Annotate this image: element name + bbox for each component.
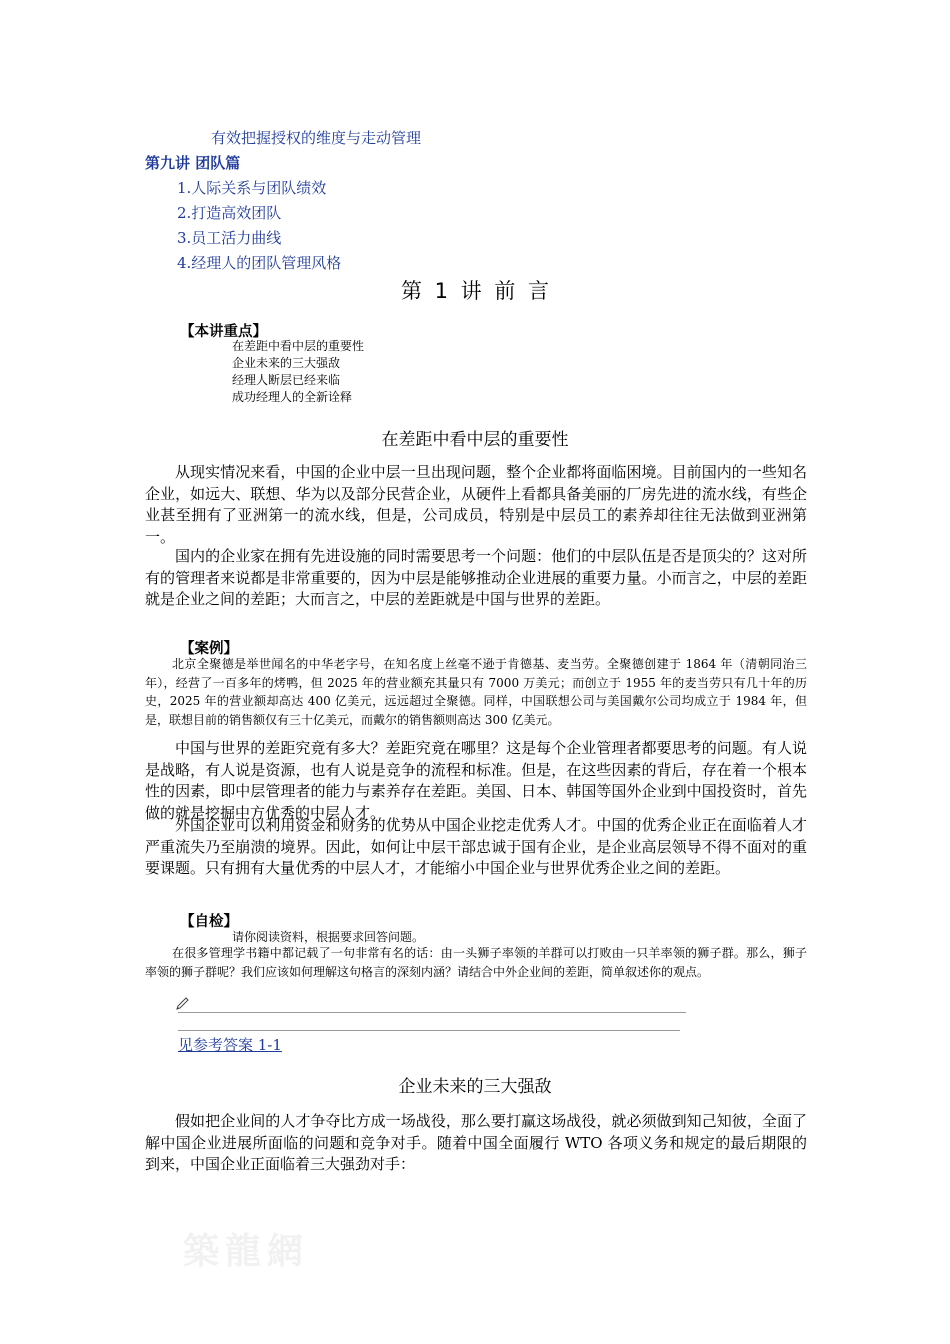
answer-line[interactable]	[178, 1030, 680, 1031]
case-heading: 【案例】	[180, 641, 238, 657]
body-paragraph: 假如把企业间的人才争夺比方成一场战役，那么要打赢这场战役，就必须做到知己知彼，全面了解中国企业进展所面临的问题和竞争对手。随着中国全面履行 WTO 各项义务和规定的最后期限的到来，中国企业正面临着三大强劲对手：	[145, 1112, 807, 1173]
case-text: 北京全聚德是举世闻名的中华老字号，在知名度上丝毫不逊于肯德基、麦当劳。全聚德创建于 1864 年（清朝同治三年），经营了一百多年的烤鸭，但 2025 年的营业额充其量只有 7000 万美元；而创立于 1955 年的麦当劳只有几十年的历史，2025 年的营业额却高达 400 亿美元，远远超过全聚德。同样，中国联想公司与美国戴尔公司均成立于 1984 年，但是，联想目前的销售额仅有三十亿美元，而戴尔的销售额则高达 300 亿美元。	[145, 657, 807, 727]
answer-line[interactable]	[178, 1012, 686, 1013]
self-check-instruction: 请你阅读资料，根据要求回答问题。	[232, 930, 425, 944]
body-paragraph: 从现实情况来看，中国的企业中层一旦出现问题，整个企业都将面临困境。目前国内的一些知名企业，如远大、联想、华为以及部分民营企业，从硬件上看都具备美丽的厂房先进的流水线，有些企业甚至拥有了亚洲第一的流水线，但是，公司成员，特别是中层员工的素养却往往无法做到亚洲第一。	[145, 463, 807, 546]
answer-reference-link[interactable]: 见参考答案 1-1	[178, 1036, 282, 1054]
toc-item-2[interactable]: 2.打造高效团队	[177, 204, 282, 222]
watermark-logo: 築龍網	[183, 1230, 310, 1272]
key-point-item: 企业未来的三大强敌	[232, 356, 341, 370]
pen-icon	[176, 997, 190, 1011]
toc-chapter-heading[interactable]: 第九讲 团队篇	[145, 154, 241, 172]
self-check-heading: 【自检】	[180, 914, 238, 930]
section-title: 在差距中看中层的重要性	[381, 430, 569, 450]
section-title: 企业未来的三大强敌	[398, 1077, 552, 1097]
toc-item-4[interactable]: 4.经理人的团队管理风格	[177, 254, 342, 272]
key-point-item: 经理人断层已经来临	[232, 373, 341, 387]
key-point-item: 成功经理人的全新诠释	[232, 390, 353, 404]
toc-item-1[interactable]: 1.人际关系与团队绩效	[177, 179, 327, 197]
lecture-title: 第 1 讲 前 言	[400, 279, 550, 303]
self-check-question: 在很多管理学书籍中都记载了一句非常有名的话：由一头狮子率领的羊群可以打败由一只羊率领的狮子群。那么，狮子率领的狮子群呢？我们应该如何理解这句格言的深刻内涵？请结合中外企业间的差距，简单叙述你的观点。	[145, 946, 807, 979]
key-point-item: 在差距中看中层的重要性	[232, 339, 365, 353]
key-points-heading: 【本讲重点】	[180, 324, 267, 340]
toc-item-3[interactable]: 3.员工活力曲线	[177, 229, 282, 247]
body-paragraph: 外国企业可以利用资金和财务的优势从中国企业挖走优秀人才。中国的优秀企业正在面临着人才严重流失乃至崩溃的境界。因此，如何让中层干部忠诚于国有企业，是企业高层领导不得不面对的重要课题。只有拥有大量优秀的中层人才，才能缩小中国企业与世界优秀企业之间的差距。	[145, 816, 807, 877]
body-paragraph: 国内的企业家在拥有先进设施的同时需要思考一个问题：他们的中层队伍是否是顶尖的？这对所有的管理者来说都是非常重要的，因为中层是能够推动企业进展的重要力量。小而言之，中层的差距就是企业之间的差距；大而言之，中层的差距就是中国与世界的差距。	[145, 547, 807, 608]
body-paragraph: 中国与世界的差距究竟有多大？差距究竟在哪里？这是每个企业管理者都要思考的问题。有人说是战略，有人说是资源，也有人说是竞争的流程和标准。但是，在这些因素的背后，存在着一个根本性的因素，即中层管理者的能力与素养存在差距。美国、日本、韩国等国外企业到中国投资时，首先做的就是挖掘中方优秀的中层人才。	[145, 739, 807, 822]
toc-prev-item[interactable]: 有效把握授权的维度与走动管理	[211, 129, 422, 147]
